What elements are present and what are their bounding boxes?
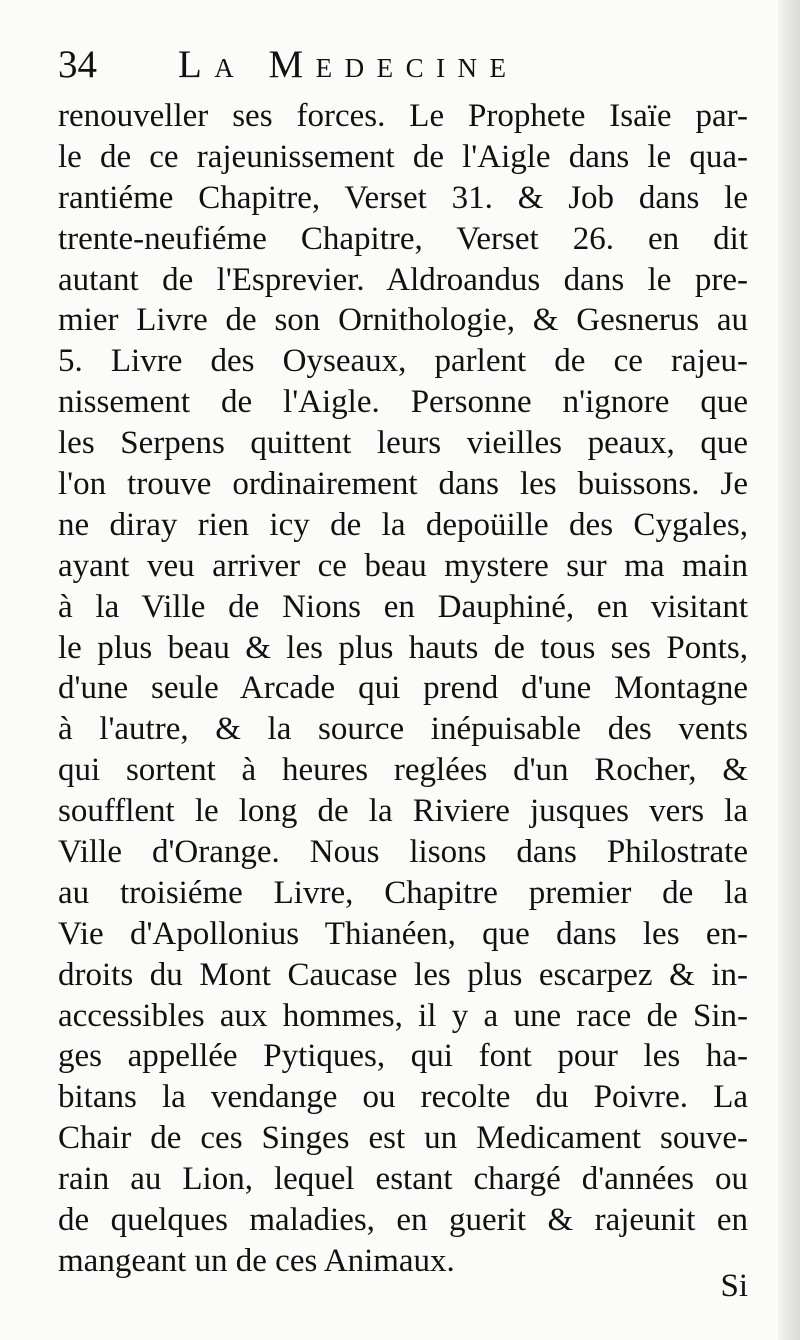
text-line: le plus beau & les plus hauts de tous ses Ponts, [58,629,748,666]
text-line: autant de l'Esprevier. Aldroandus dans le pre- [58,261,748,298]
catchword: Si [720,1268,748,1304]
text-line: à la Ville de Nions en Dauphiné, en visitant [58,588,748,625]
text-line: à l'autre, & la source inépuisable des vents [58,711,748,748]
text-line: ayant veu arriver ce beau mystere sur ma main [58,547,748,584]
running-title: La Medecine [178,43,519,86]
body-text [58,96,748,1282]
text-line: rain au Lion, lequel estant chargé d'années ou [58,1161,748,1198]
text-line: Chair de ces Singes est un Medicament souve- [58,1120,748,1157]
text-line: nissement de l'Aigle. Personne n'ignore que [58,384,748,421]
text-line: renouveller ses forces. Le Prophete Isaïe par- [58,98,748,134]
text-line: 5. Livre des Oyseaux, parlent de ce rajeu- [58,343,748,380]
text-line: Ville d'Orange. Nous lisons dans Philostrate [58,834,748,871]
text-line: Vie d'Apollonius Thianéen, que dans les en- [58,915,748,952]
page-number: 34 [58,43,97,86]
text-line: bitans la vendange ou recolte du Poivre. La [58,1079,748,1116]
text-line: le de ce rajeunissement de l'Aigle dans le qua- [58,138,748,175]
page-edge-shadow [778,0,800,1340]
text-line: qui sortent à heures reglées d'un Rocher, & [58,752,748,789]
text-line: de quelques maladies, en guerit & rajeunit en [58,1202,748,1239]
text-line: ne diray rien icy de la depoüille des Cygales, [58,506,748,543]
text-line: rantiéme Chapitre, Verset 31. & Job dans le [58,179,748,216]
text-line: ges appellée Pytiques, qui font pour les ha- [58,1038,748,1075]
text-line: droits du Mont Caucase les plus escarpez & in- [58,956,748,993]
text-line: trente-neufiéme Chapitre, Verset 26. en dit [58,220,748,257]
text-line: l'on trouve ordinairement dans les buissons. Je [58,466,748,503]
text-line: d'une seule Arcade qui prend d'une Montagne [58,670,748,707]
running-head [58,40,748,90]
text-line: les Serpens quittent leurs vieilles peaux, que [58,425,748,462]
text-line: mangeant un de ces Animaux. [58,1242,455,1279]
text-line: au troisiéme Livre, Chapitre premier de la [58,874,748,911]
text-line: soufflent le long de la Riviere jusques vers la [58,793,748,830]
text-line: mier Livre de son Ornithologie, & Gesnerus au [58,302,748,339]
text-line: accessibles aux hommes, il y a une race de Sin- [58,997,748,1034]
